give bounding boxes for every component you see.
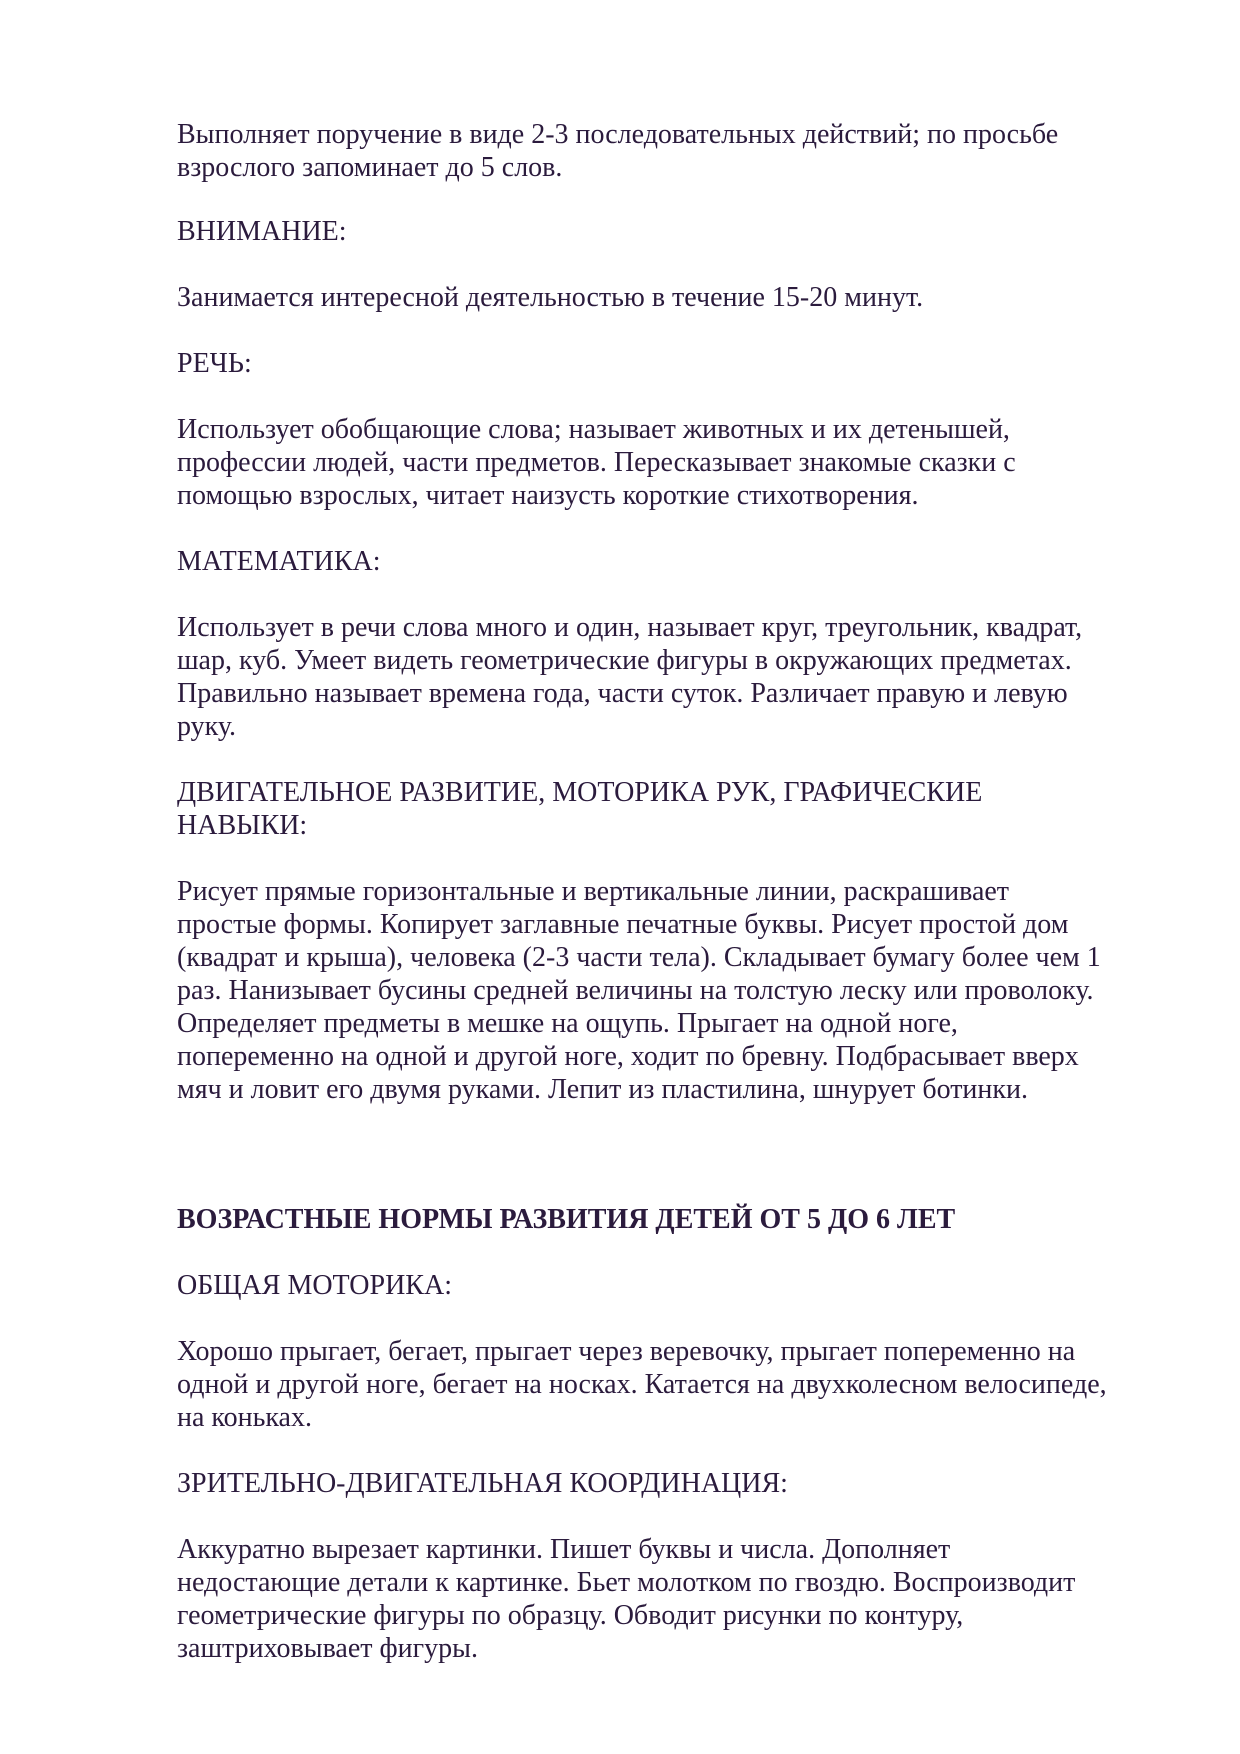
spacer xyxy=(177,380,1167,413)
label-attention: ВНИМАНИЕ: xyxy=(177,216,347,247)
spacer xyxy=(177,1302,1167,1335)
spacer xyxy=(177,1500,1167,1533)
label-coordination: ЗРИТЕЛЬНО-ДВИГАТЕЛЬНАЯ КООРДИНАЦИЯ: xyxy=(177,1468,788,1499)
section-heading: ВОЗРАСТНЫЕ НОРМЫ РАЗВИТИЯ ДЕТЕЙ ОТ 5 ДО 6 ЛЕТ xyxy=(177,1204,956,1235)
spacer xyxy=(177,248,1167,281)
paragraph-attention: Занимается интересной деятельностью в течение 15-20 минут. xyxy=(177,282,924,313)
spacer xyxy=(177,1236,1167,1269)
paragraph-instructions: Выполняет поручение в виде 2-3 последовательных действий; по просьбе взрослого запоминает до 5 слов. xyxy=(177,119,1059,183)
paragraph-motor-skills: Рисует прямые горизонтальные и вертикальные линии, раскрашивает простые формы. Копирует заглавные печатные буквы. Рисует простой дом (квадрат и крыша), человека (2-3 части тела). Складывает бумагу более чем 1 раз. Нанизывает бусины средней величины на толстую леску или проволоку. Определяет предметы в мешке на ощупь. Прыгает на одной ноге, попеременно на одной и другой ноге, ходит по бревну. Подбрасывает вверх мяч и ловит его двумя руками. Лепит из пластилина, шнурует ботинки. xyxy=(177,876,1101,1105)
paragraph-general-motor: Хорошо прыгает, бегает, прыгает через веревочку, прыгает попеременно на одной и другой ноге, бегает на носках. Катается на двухколесном велосипеде, на коньках. xyxy=(177,1336,1107,1433)
document-page xyxy=(177,118,1167,1665)
spacer xyxy=(177,512,1167,545)
label-motor-skills: ДВИГАТЕЛЬНОЕ РАЗВИТИЕ, МОТОРИКА РУК, ГРАФИЧЕСКИЕ НАВЫКИ: xyxy=(177,777,983,841)
paragraph-coordination: Аккуратно вырезает картинки. Пишет буквы и числа. Дополняет недостающие детали к картинке. Бьет молотком по гвоздю. Воспроизводит геометрические фигуры по образцу. Обводит рисунки по контуру, заштриховывает фигуры. xyxy=(177,1534,1076,1664)
spacer xyxy=(177,1106,1167,1203)
label-speech: РЕЧЬ: xyxy=(177,348,252,379)
label-general-motor: ОБЩАЯ МОТОРИКА: xyxy=(177,1270,452,1301)
label-math: МАТЕМАТИКА: xyxy=(177,546,381,577)
spacer xyxy=(177,184,1167,215)
spacer xyxy=(177,578,1167,611)
spacer xyxy=(177,743,1167,776)
spacer xyxy=(177,314,1167,347)
spacer xyxy=(177,842,1167,875)
paragraph-speech: Использует обобщающие слова; называет животных и их детенышей, профессии людей, части предметов. Пересказывает знакомые сказки с помощью взрослых, читает наизусть короткие стихотворения. xyxy=(177,414,1016,511)
paragraph-math: Использует в речи слова много и один, называет круг, треугольник, квадрат, шар, куб. Умеет видеть геометрические фигуры в окружающих предметах. Правильно называет времена года, части суток. Различает правую и левую руку. xyxy=(177,612,1083,742)
spacer xyxy=(177,1434,1167,1467)
